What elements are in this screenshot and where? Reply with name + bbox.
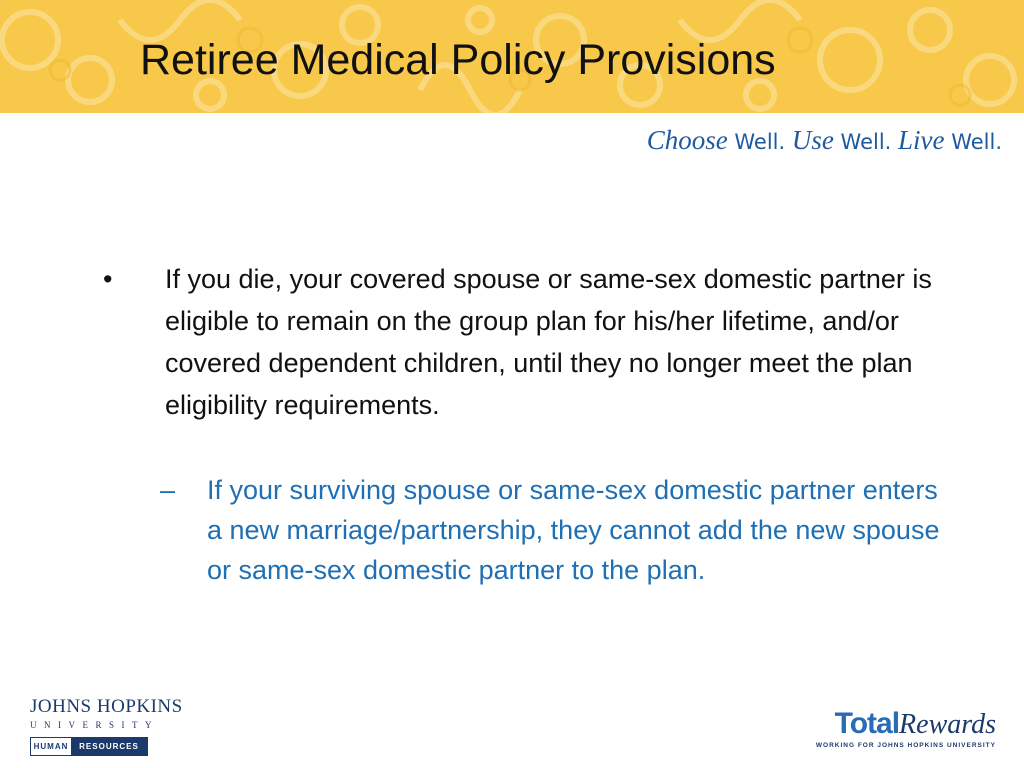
sub-bullet-marker: – xyxy=(160,475,176,505)
jhu-logo-name: JOHNS HOPKINS xyxy=(30,696,183,717)
slide-title: Retiree Medical Policy Provisions xyxy=(140,36,776,84)
tagline xyxy=(647,125,1002,157)
jhu-hr-badge xyxy=(30,737,148,756)
jhu-logo-university: UNIVERSITY xyxy=(30,720,159,730)
tagline-well-2: Well. xyxy=(833,130,899,154)
tagline-well-3: Well. xyxy=(944,130,1002,154)
main-bullet xyxy=(103,258,943,426)
tagline-live: Live xyxy=(898,125,945,155)
main-bullet-text: If you die, your covered spouse or same-sex domestic partner is eligible to remain on the group plan for his/her lifetime, and/or covered dependent children, until they no longer meet the plan eligibility requirements. xyxy=(165,264,932,420)
tagline-use: Use xyxy=(791,125,834,155)
header-band xyxy=(0,0,1024,113)
tagline-choose: Choose xyxy=(646,125,728,155)
johns-hopkins-hr-logo xyxy=(30,696,183,761)
jhu-hr-human: HUMAN xyxy=(31,738,71,755)
tagline-well-1: Well. xyxy=(727,130,792,154)
total-rewards-subtitle: WORKING FOR JOHNS HOPKINS UNIVERSITY xyxy=(815,742,996,749)
total-rewards-total: Total xyxy=(834,707,900,740)
total-rewards-rewards: Rewards xyxy=(899,709,996,740)
jhu-hr-resources: RESOURCES xyxy=(71,738,147,755)
total-rewards-logo xyxy=(796,707,996,759)
sub-bullet-text: If your surviving spouse or same-sex domestic partner enters a new marriage/partnership, they cannot add the new spouse or same-sex domestic partner to the plan. xyxy=(207,475,940,585)
sub-bullet xyxy=(160,470,950,590)
bullet-marker: • xyxy=(103,264,113,294)
